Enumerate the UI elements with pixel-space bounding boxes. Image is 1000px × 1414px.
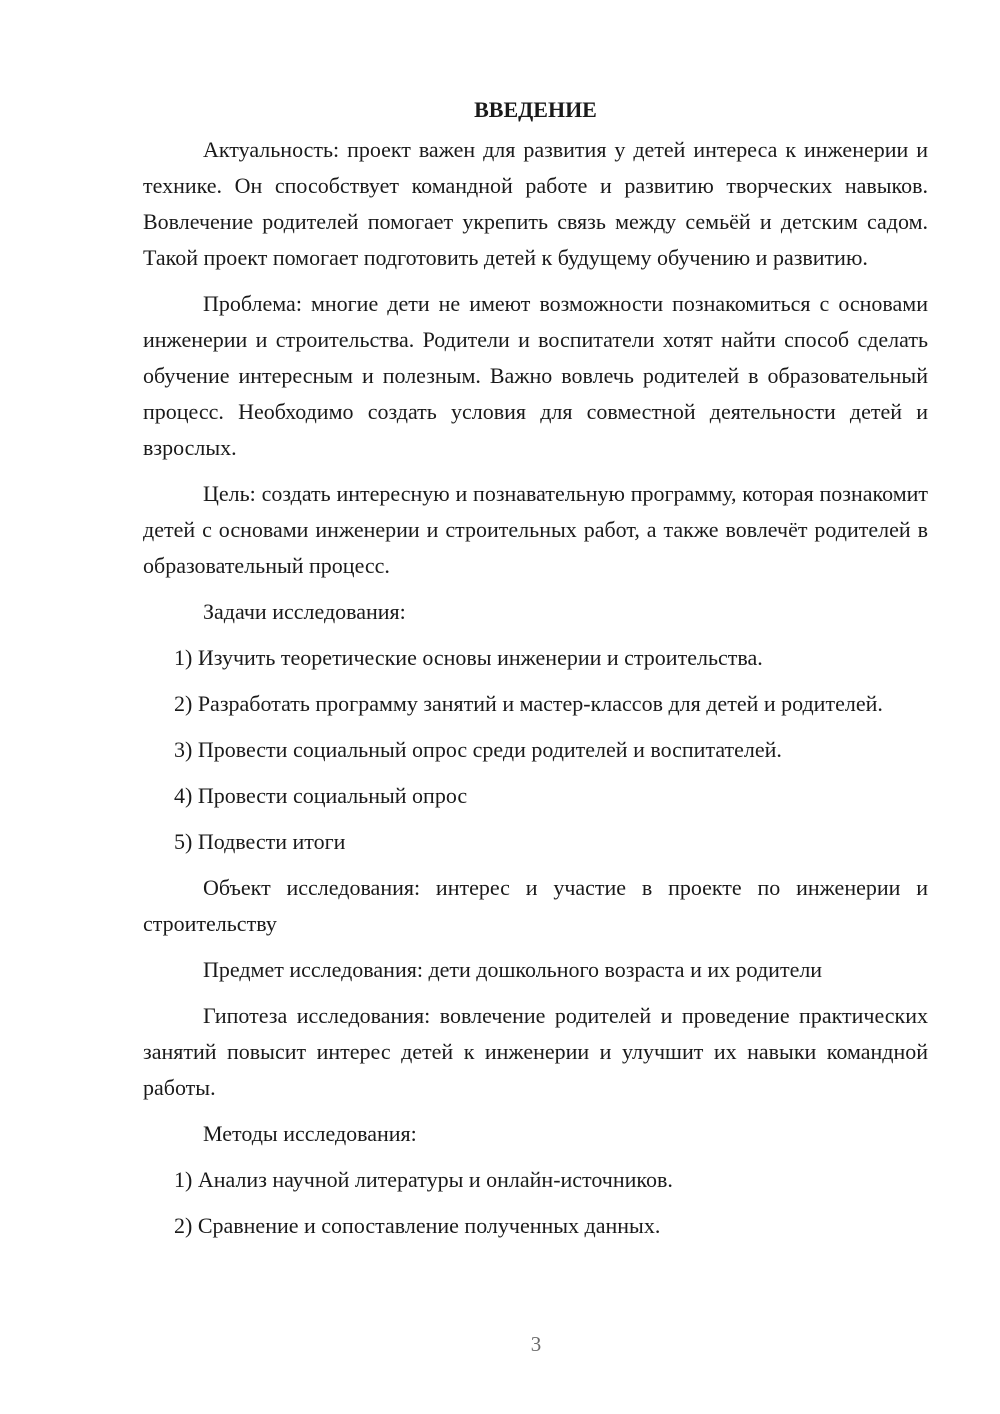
paragraph-problem: Проблема: многие дети не имеют возможности познакомиться с основами инженерии и строительства. Родители и воспитатели хотят найти способ сделать обучение интересным и полезным. Важно вовлечь родителей в образовательный процесс. Необходимо создать условия для совместной деятельности детей и взрослых. [143,291,928,460]
paragraph-object: Объект исследования: интерес и участие в проекте по инженерии и строительству [143,875,928,936]
task-item-4: 4) Провести социальный опрос [174,783,468,808]
page-number: 3 [530,1332,542,1356]
task-item-1: 1) Изучить теоретические основы инженерии и строительства. [174,645,763,670]
paragraph-relevance: Актуальность: проект важен для развития у детей интереса к инженерии и технике. Он способствует командной работе и развитию творческих навыков. Вовлечение родителей помогает укрепить связь между семьёй и детским садом. Такой проект помогает подготовить детей к будущему обучению и развитию. [143,137,928,270]
page-title: ВВЕДЕНИЕ [474,97,597,122]
paragraph-subject: Предмет исследования: дети дошкольного возраста и их родители [203,957,823,982]
method-item-1: 1) Анализ научной литературы и онлайн-источников. [174,1167,673,1192]
paragraph-tasks-heading: Задачи исследования: [203,599,406,624]
task-item-5: 5) Подвести итоги [174,829,346,854]
paragraph-goal: Цель: создать интересную и познавательную программу, которая познакомит детей с основами инженерии и строительных работ, а также вовлечёт родителей в образовательный процесс. [143,481,928,578]
paragraph-hypothesis: Гипотеза исследования: вовлечение родителей и проведение практических занятий повысит интерес детей к инженерии и улучшит их навыки командной работы. [143,1003,928,1100]
document-page [143,92,928,1254]
task-item-3: 3) Провести социальный опрос среди родителей и воспитателей. [174,737,782,762]
method-item-2: 2) Сравнение и сопоставление полученных данных. [174,1213,661,1238]
task-item-2: 2) Разработать программу занятий и мастер-классов для детей и родителей. [174,691,883,716]
paragraph-methods-heading: Методы исследования: [203,1121,417,1146]
